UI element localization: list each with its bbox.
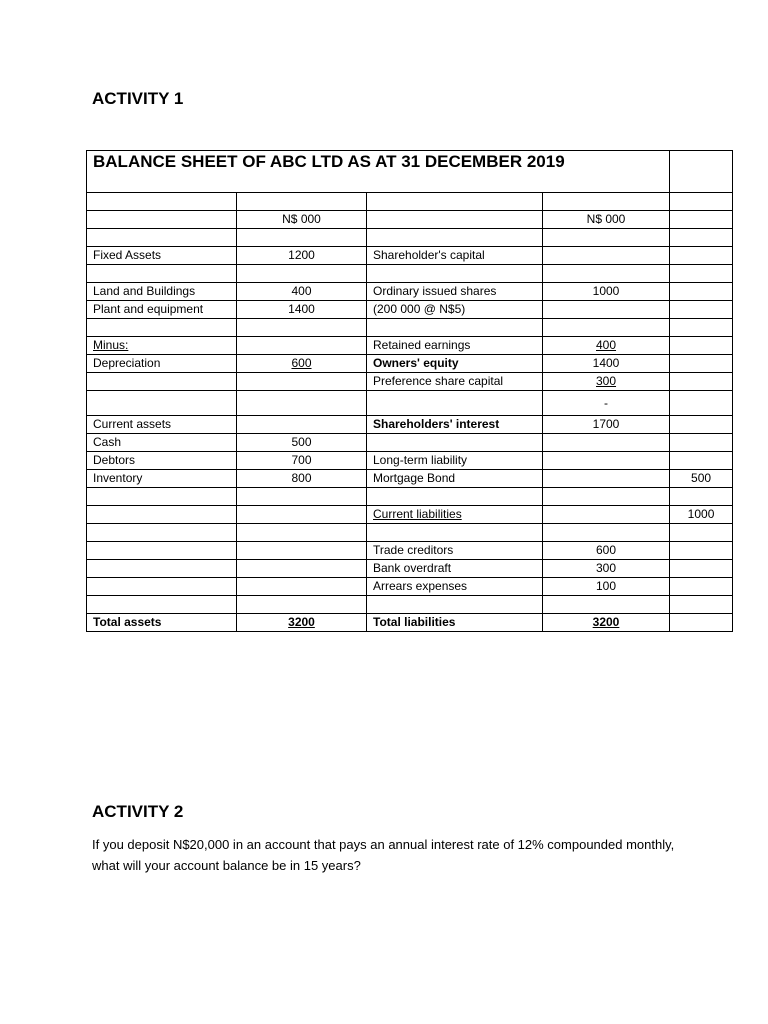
total-liabilities-value: 3200 bbox=[543, 614, 670, 632]
ordinary-shares-label: Ordinary issued shares bbox=[367, 283, 543, 301]
table-row bbox=[87, 542, 733, 560]
retained-earnings-label: Retained earnings bbox=[367, 337, 543, 355]
table-row bbox=[87, 337, 733, 355]
table-row bbox=[87, 247, 733, 265]
current-liabilities-label: Current liabilities bbox=[367, 506, 543, 524]
table-row bbox=[87, 488, 733, 506]
bank-overdraft-value: 300 bbox=[543, 560, 670, 578]
arrears-value: 100 bbox=[543, 578, 670, 596]
shareholders-interest-label: Shareholders' interest bbox=[367, 416, 543, 434]
current-liabilities-value: 1000 bbox=[670, 506, 733, 524]
dash-mark: - bbox=[543, 391, 670, 416]
preference-share-value: 300 bbox=[543, 373, 670, 391]
total-liabilities-label: Total liabilities bbox=[367, 614, 543, 632]
shareholders-capital-label: Shareholder's capital bbox=[367, 247, 543, 265]
plant-label: Plant and equipment bbox=[87, 301, 237, 319]
retained-earnings-value: 400 bbox=[543, 337, 670, 355]
depreciation-value: 600 bbox=[237, 355, 367, 373]
activity-1-heading: ACTIVITY 1 bbox=[92, 89, 184, 108]
inventory-label: Inventory bbox=[87, 470, 237, 488]
owners-equity-value: 1400 bbox=[543, 355, 670, 373]
currency-label-right: N$ 000 bbox=[543, 211, 670, 229]
table-title-row bbox=[87, 151, 733, 193]
balance-sheet-table bbox=[86, 150, 733, 632]
cash-label: Cash bbox=[87, 434, 237, 452]
trade-creditors-value: 600 bbox=[543, 542, 670, 560]
table-row bbox=[87, 470, 733, 488]
shares-detail-label: (200 000 @ N$5) bbox=[367, 301, 543, 319]
table-row bbox=[87, 524, 733, 542]
table-row bbox=[87, 193, 733, 211]
table-row bbox=[87, 560, 733, 578]
ordinary-shares-value: 1000 bbox=[543, 283, 670, 301]
cash-value: 500 bbox=[237, 434, 367, 452]
debtors-label: Debtors bbox=[87, 452, 237, 470]
land-label: Land and Buildings bbox=[87, 283, 237, 301]
table-row bbox=[87, 265, 733, 283]
arrears-label: Arrears expenses bbox=[367, 578, 543, 596]
table-row bbox=[87, 373, 733, 391]
totals-row bbox=[87, 614, 733, 632]
table-row bbox=[87, 416, 733, 434]
mortgage-bond-label: Mortgage Bond bbox=[367, 470, 543, 488]
land-value: 400 bbox=[237, 283, 367, 301]
table-row bbox=[87, 578, 733, 596]
current-assets-label: Current assets bbox=[87, 416, 237, 434]
table-row bbox=[87, 452, 733, 470]
activity-2-heading: ACTIVITY 2 bbox=[92, 802, 184, 821]
depreciation-label: Depreciation bbox=[87, 355, 237, 373]
table-row bbox=[87, 434, 733, 452]
minus-label: Minus: bbox=[87, 337, 237, 355]
table-row bbox=[87, 391, 733, 416]
plant-value: 1400 bbox=[237, 301, 367, 319]
table-row bbox=[87, 506, 733, 524]
total-assets-value: 3200 bbox=[237, 614, 367, 632]
table-row bbox=[87, 596, 733, 614]
bank-overdraft-label: Bank overdraft bbox=[367, 560, 543, 578]
currency-row bbox=[87, 211, 733, 229]
table-row bbox=[87, 229, 733, 247]
table-row bbox=[87, 319, 733, 337]
long-term-liability-label: Long-term liability bbox=[367, 452, 543, 470]
fixed-assets-label: Fixed Assets bbox=[87, 247, 237, 265]
owners-equity-label: Owners' equity bbox=[367, 355, 543, 373]
total-assets-label: Total assets bbox=[87, 614, 237, 632]
table-row bbox=[87, 283, 733, 301]
balance-sheet-title: BALANCE SHEET OF ABC LTD AS AT 31 DECEMBER 2019 bbox=[87, 151, 670, 193]
preference-share-label: Preference share capital bbox=[367, 373, 543, 391]
currency-label-left: N$ 000 bbox=[237, 211, 367, 229]
debtors-value: 700 bbox=[237, 452, 367, 470]
inventory-value: 800 bbox=[237, 470, 367, 488]
shareholders-interest-value: 1700 bbox=[543, 416, 670, 434]
table-row bbox=[87, 355, 733, 373]
activity-2-question: If you deposit N$20,000 in an account that pays an annual interest rate of 12% compounded monthly, what will your account balance be in 15 years? bbox=[92, 837, 675, 873]
trade-creditors-label: Trade creditors bbox=[367, 542, 543, 560]
mortgage-bond-value: 500 bbox=[670, 470, 733, 488]
fixed-assets-value: 1200 bbox=[237, 247, 367, 265]
table-row bbox=[87, 301, 733, 319]
